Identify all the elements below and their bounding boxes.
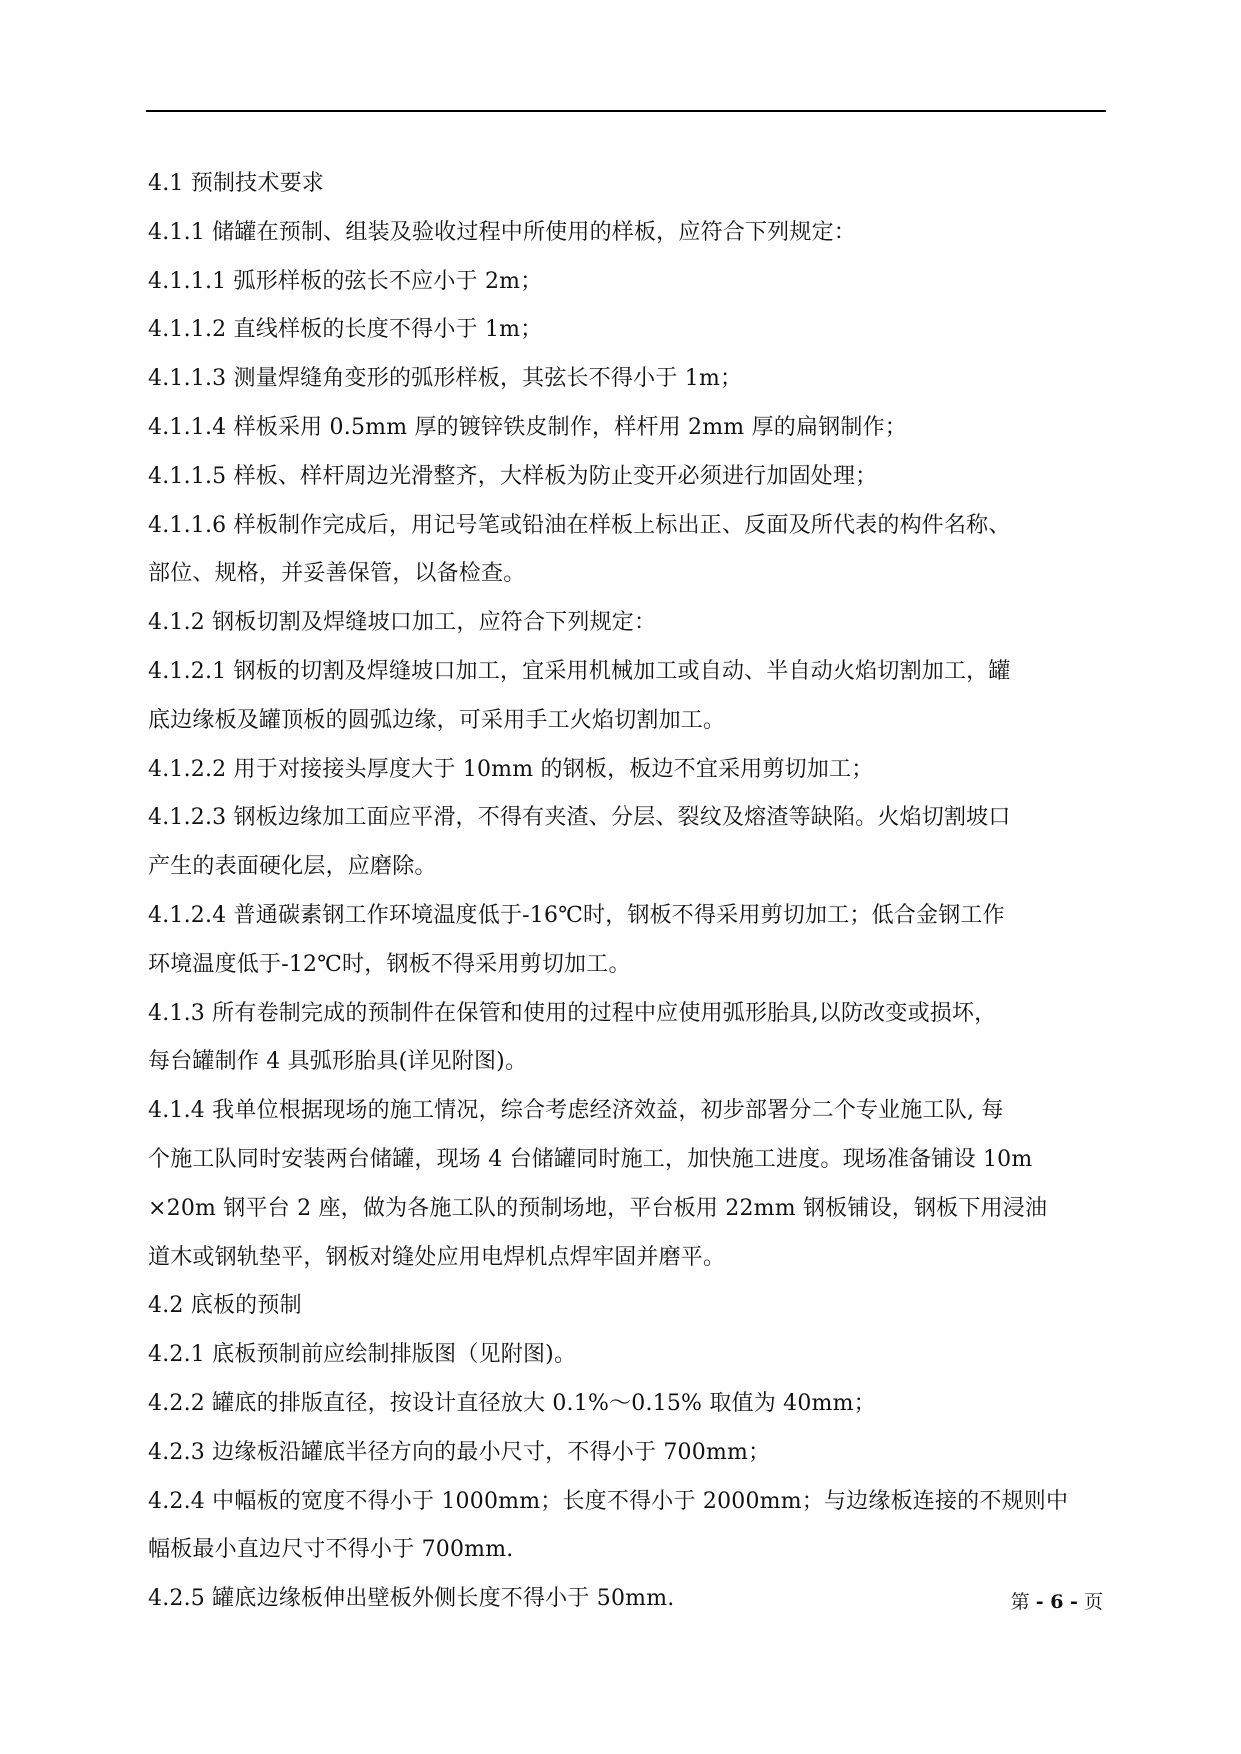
section-heading: 4.1 预制技术要求 xyxy=(148,171,324,196)
clause-line: 4.2.5 罐底边缘板伸出壁板外侧长度不得小于 50mm. xyxy=(148,1586,675,1612)
clause-line: 4.2.3 边缘板沿罐底半径方向的最小尺寸，不得小于 700mm； xyxy=(148,1439,771,1465)
clause-line: 4.2.1 底板预制前应绘制排版图（见附图)。 xyxy=(148,1342,577,1368)
clause-line: 幅板最小直边尺寸不得小于 700mm. xyxy=(148,1537,514,1563)
clause-line: 4.1.1 储罐在预制、组装及验收过程中所使用的样板，应符合下列规定： xyxy=(148,219,856,245)
clause-line: 4.1.1.3 测量焊缝角变形的弧形样板，其弦长不得小于 1m； xyxy=(148,366,743,392)
page-footer xyxy=(1011,1589,1103,1615)
clause-line: 个施工队同时安装两台储罐，现场 4 台储罐同时施工，加快施工进度。现场准备铺设 10m xyxy=(148,1146,1033,1172)
header-rule xyxy=(146,110,1106,112)
clause-line: ×20m 钢平台 2 座，做为各施工队的预制场地，平台板用 22mm 钢板铺设，钢板下用浸油 xyxy=(148,1195,1048,1221)
clause-line: 每台罐制作 4 具弧形胎具(详见附图)。 xyxy=(148,1049,528,1075)
clause-line: 4.2.4 中幅板的宽度不得小于 1000mm；长度不得小于 2000mm；与边缘板连接的不规则中 xyxy=(148,1488,1069,1514)
clause-line: 4.1.1.5 样板、样杆周边光滑整齐，大样板为防止变开必须进行加固处理； xyxy=(148,463,878,489)
page-number: - 6 - xyxy=(1035,1591,1078,1613)
clause-line: 4.1.2.4 普通碳素钢工作环境温度低于-16℃时，钢板不得采用剪切加工；低合金钢工作 xyxy=(148,902,1005,928)
clause-line: 产生的表面硬化层，应磨除。 xyxy=(148,854,437,880)
page-suffix: 页 xyxy=(1083,1591,1103,1613)
clause-line: 4.1.1.6 样板制作完成后，用记号笔或铅油在样板上标出正、反面及所代表的构件名称、 xyxy=(148,512,1011,538)
clause-line: 4.1.2.3 钢板边缘加工面应平滑，不得有夹渣、分层、裂纹及熔渣等缺陷。火焰切割坡口 xyxy=(148,805,1011,831)
clause-line: 部位、规格，并妥善保管，以备检查。 xyxy=(148,561,526,587)
document-body xyxy=(148,160,1118,1624)
clause-line: 4.1.4 我单位根据现场的施工情况，综合考虑经济效益，初步部署分二个专业施工队, 每 xyxy=(148,1098,1004,1124)
clause-line: 4.1.1.2 直线样板的长度不得小于 1m； xyxy=(148,317,543,343)
clause-line: 4.1.2.2 用于对接接头厚度大于 10mm 的钢板，板边不宜采用剪切加工； xyxy=(148,756,874,782)
clause-line: 4.1.1.1 弧形样板的弦长不应小于 2m； xyxy=(148,268,543,294)
clause-line: 4.1.3 所有卷制完成的预制件在保管和使用的过程中应使用弧形胎具,以防改变或损坏， xyxy=(148,1000,997,1026)
clause-line: 4.1.2 钢板切割及焊缝坡口加工，应符合下列规定： xyxy=(148,610,657,636)
clause-line: 道木或钢轨垫平，钢板对缝处应用电焊机点焊牢固并磨平。 xyxy=(148,1244,726,1270)
page-prefix: 第 xyxy=(1010,1591,1030,1613)
clause-line: 4.1.1.4 样板采用 0.5mm 厚的镀锌铁皮制作，样杆用 2mm 厚的扁钢制作； xyxy=(148,414,907,440)
clause-line: 4.1.2.1 钢板的切割及焊缝坡口加工，宜采用机械加工或自动、半自动火焰切割加工，罐 xyxy=(148,658,1011,684)
section-heading: 4.2 底板的预制 xyxy=(148,1293,302,1319)
clause-line: 环境温度低于-12℃时，钢板不得采用剪切加工。 xyxy=(148,951,631,977)
clause-line: 底边缘板及罐顶板的圆弧边缘，可采用手工火焰切割加工。 xyxy=(148,707,726,733)
clause-line: 4.2.2 罐底的排版直径，按设计直径放大 0.1%～0.15% 取值为 40mm； xyxy=(148,1390,876,1416)
